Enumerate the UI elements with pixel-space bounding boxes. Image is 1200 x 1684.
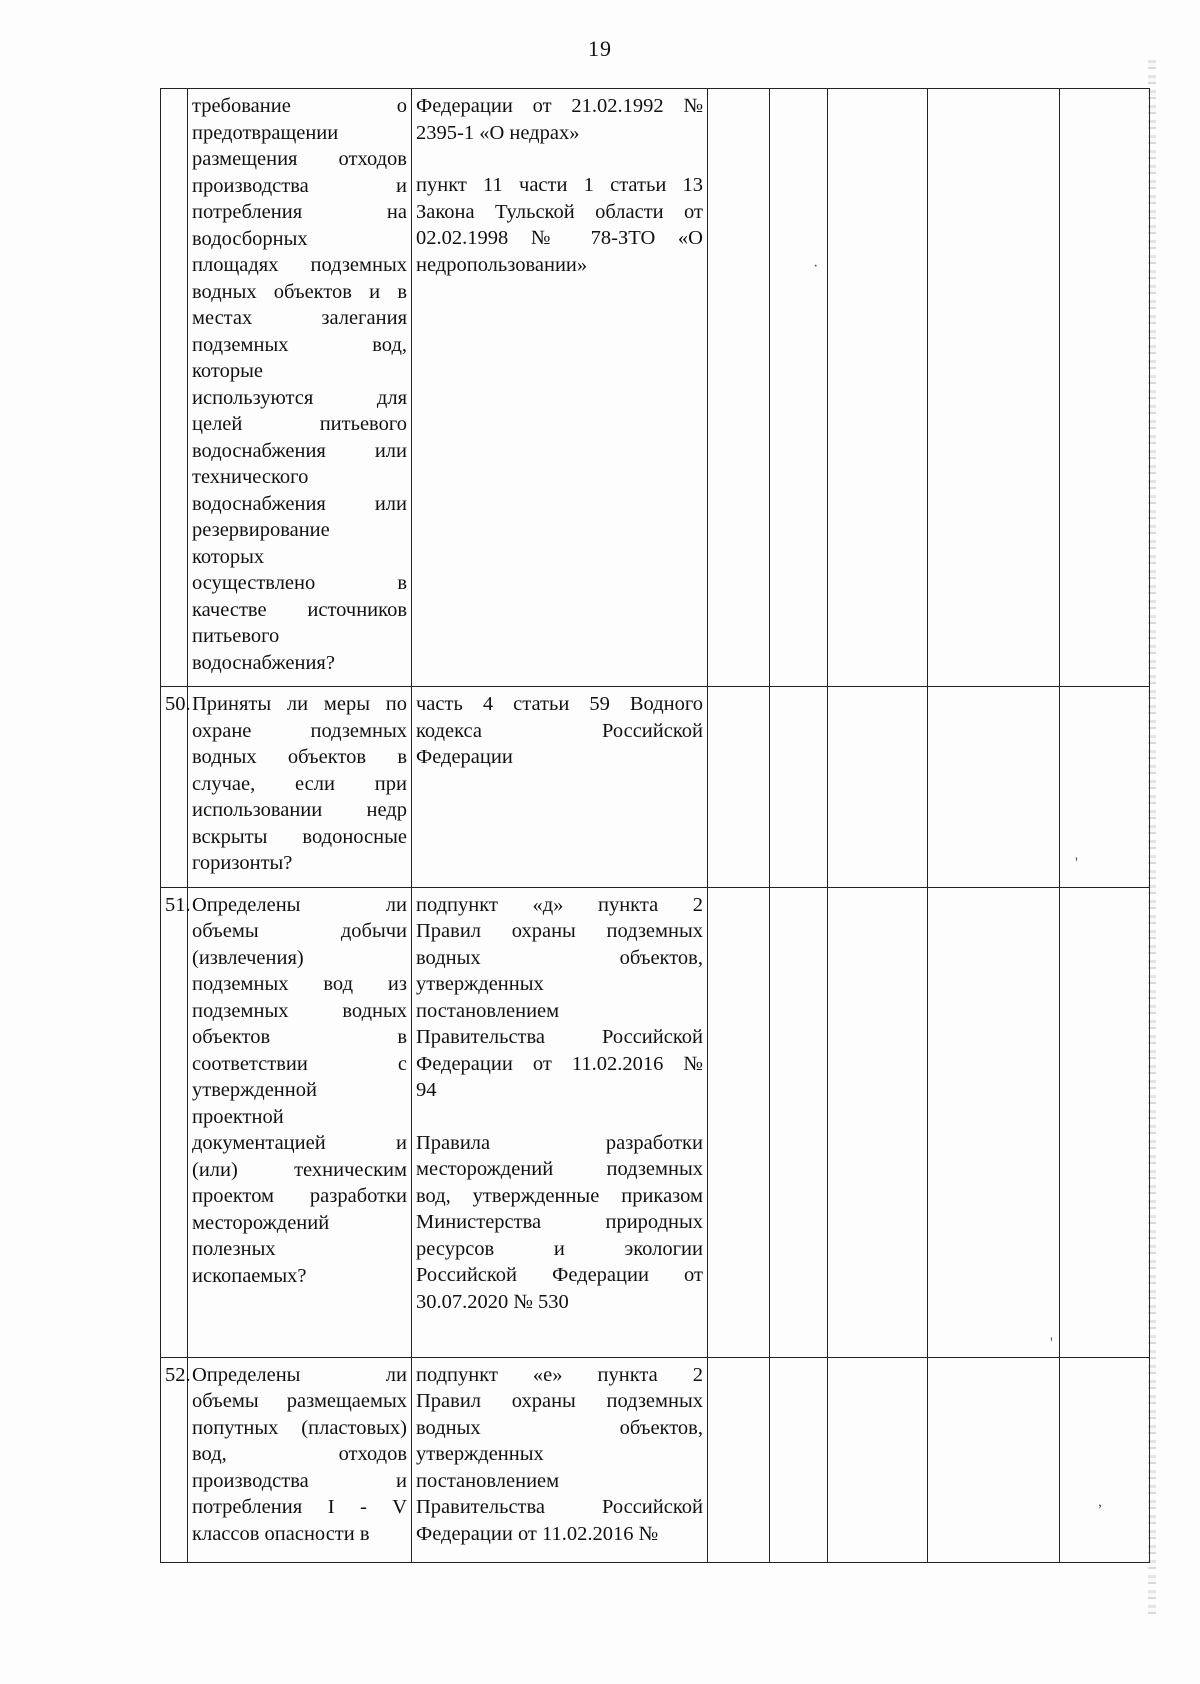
- question-line: технического: [192, 466, 309, 488]
- question-line: водных объектов в: [192, 746, 407, 768]
- reference-line: утвержденных: [416, 973, 544, 995]
- reference-line: Министерства природных: [416, 1211, 703, 1233]
- reference-line: вод, утвержденные приказом: [416, 1184, 703, 1207]
- question-line: случае, если при: [192, 772, 407, 795]
- table-row: [161, 89, 1150, 687]
- question-line: (извлечения): [192, 946, 304, 969]
- question-line: (или) техническим: [192, 1158, 407, 1181]
- question-line: питьевого: [192, 625, 280, 647]
- reference-line: часть 4 статьи 59 Водного: [416, 693, 703, 715]
- question-cell: [188, 887, 412, 1357]
- reference-line: кодекса Российской: [416, 719, 703, 742]
- paragraph-gap: [416, 146, 703, 172]
- question-line: утвержденной: [192, 1079, 317, 1101]
- question-cell: [188, 1357, 412, 1562]
- reference-line: Правительства Российской: [416, 1496, 703, 1518]
- empty-answer-cell: [1060, 1357, 1150, 1562]
- table-row: [161, 1357, 1150, 1562]
- table-row: [161, 887, 1150, 1357]
- scan-speck: ·: [813, 258, 819, 275]
- empty-answer-cell: [708, 687, 770, 888]
- question-line: местах залегания: [192, 307, 407, 329]
- reference-line: подпункт «е» пункта 2: [416, 1363, 703, 1386]
- reference-line: Закона Тульской области от: [416, 200, 703, 223]
- reference-line: Правил охраны подземных: [416, 1390, 703, 1412]
- question-line: месторождений: [192, 1211, 330, 1234]
- question-line: водоснабжения или: [192, 492, 407, 515]
- scan-speck: ': [1075, 855, 1078, 872]
- question-line: качестве источников: [192, 598, 407, 621]
- legal-reference-cell: [412, 1357, 708, 1562]
- empty-answer-cell: [770, 887, 828, 1357]
- question-line: которые: [192, 360, 263, 382]
- question-line: производства и: [192, 1469, 407, 1492]
- reference-line: водных объектов,: [416, 1416, 703, 1439]
- legal-reference-cell: [412, 89, 708, 687]
- question-line: документацией и: [192, 1132, 407, 1154]
- reference-line: Российской Федерации от: [416, 1264, 703, 1286]
- question-line: подземных вод из: [192, 973, 407, 995]
- question-line: соответствии с: [192, 1052, 407, 1075]
- question-line: площадях подземных: [192, 254, 407, 276]
- reference-line: Федерации от 11.02.2016 №: [416, 1522, 659, 1545]
- question-line: объемы добычи: [192, 920, 407, 942]
- question-line: проектом разработки: [192, 1185, 407, 1207]
- empty-answer-cell: [770, 89, 828, 687]
- question-line: использовании недр: [192, 799, 407, 821]
- reference-line: Правила разработки: [416, 1131, 703, 1154]
- question-line: резервирование: [192, 519, 330, 541]
- legal-reference-cell: [412, 887, 708, 1357]
- reference-line: недропользовании»: [416, 253, 588, 276]
- question-line: размещения отходов: [192, 148, 407, 170]
- legal-reference-cell: [412, 687, 708, 888]
- question-line: водоснабжения?: [192, 651, 335, 674]
- question-line: попутных (пластовых): [192, 1416, 407, 1439]
- empty-answer-cell: [828, 687, 928, 888]
- page-number: 19: [588, 36, 612, 61]
- question-line: водных объектов и в: [192, 280, 407, 303]
- reference-line: ресурсов и экологии: [416, 1237, 703, 1260]
- question-line: осуществлено в: [192, 572, 407, 594]
- paragraph-gap: [416, 1104, 703, 1130]
- question-cell: [188, 89, 412, 687]
- reference-line: 02.02.1998 № 78-ЗТО «О: [416, 227, 703, 249]
- question-line: производства и: [192, 174, 407, 197]
- question-line: классов опасности в: [192, 1522, 370, 1545]
- reference-line: 94: [416, 1079, 437, 1101]
- reference-line: водных объектов,: [416, 946, 703, 969]
- question-line: подземных водных: [192, 999, 407, 1022]
- question-line: вод, отходов: [192, 1443, 407, 1465]
- reference-line: 30.07.2020 № 530: [416, 1290, 569, 1313]
- question-line: Приняты ли меры по: [192, 693, 407, 715]
- question-line: водосборных: [192, 227, 308, 250]
- question-line: подземных вод,: [192, 333, 407, 356]
- reference-line: Правил охраны подземных: [416, 920, 703, 942]
- empty-answer-cell: [928, 1357, 1060, 1562]
- question-line: используются для: [192, 386, 407, 409]
- empty-answer-cell: [708, 887, 770, 1357]
- empty-answer-cell: [928, 887, 1060, 1357]
- empty-answer-cell: [1060, 687, 1150, 888]
- table-body: [161, 89, 1150, 1563]
- checklist-table: [160, 88, 1150, 1563]
- question-line: потребления I - V: [192, 1496, 407, 1518]
- row-number-cell: 52.: [161, 1357, 188, 1562]
- reference-line: Правительства Российской: [416, 1026, 703, 1048]
- row-number-cell: [161, 89, 188, 687]
- question-line: ископаемых?: [192, 1264, 307, 1287]
- question-line: Определены ли: [192, 893, 407, 916]
- reference-line: пункт 11 части 1 статьи 13: [416, 174, 703, 196]
- reference-line: постановлением: [416, 1469, 560, 1492]
- row-number-cell: 50.: [161, 687, 188, 888]
- reference-line: подпункт «д» пункта 2: [416, 893, 703, 916]
- reference-line: Федерации: [416, 746, 513, 768]
- reference-line: месторождений подземных: [416, 1158, 703, 1180]
- question-line: вскрыты водоносные: [192, 825, 407, 848]
- question-line: водоснабжения или: [192, 439, 407, 462]
- empty-answer-cell: [770, 687, 828, 888]
- empty-answer-cell: [708, 89, 770, 687]
- empty-answer-cell: [828, 887, 928, 1357]
- question-line: целей питьевого: [192, 413, 407, 435]
- empty-answer-cell: [828, 1357, 928, 1562]
- question-line: Определены ли: [192, 1363, 407, 1386]
- empty-answer-cell: [928, 687, 1060, 888]
- question-line: потребления на: [192, 201, 407, 223]
- question-line: проектной: [192, 1105, 284, 1128]
- question-line: горизонты?: [192, 852, 293, 874]
- reference-line: 2395-1 «О недрах»: [416, 121, 580, 144]
- empty-answer-cell: [770, 1357, 828, 1562]
- question-line: объектов в: [192, 1026, 407, 1048]
- row-number-cell: 51.: [161, 887, 188, 1357]
- empty-answer-cell: [1060, 89, 1150, 687]
- scan-speck: ': [1050, 1335, 1053, 1352]
- empty-answer-cell: [928, 89, 1060, 687]
- question-line: предотвращении: [192, 121, 339, 144]
- reference-line: Федерации от 11.02.2016 №: [416, 1052, 703, 1075]
- question-line: объемы размещаемых: [192, 1390, 407, 1412]
- empty-answer-cell: [828, 89, 928, 687]
- scan-speck: ,: [1098, 1493, 1102, 1510]
- question-cell: [188, 687, 412, 888]
- question-line: требование о: [192, 95, 407, 117]
- reference-line: утвержденных: [416, 1443, 544, 1465]
- question-line: которых: [192, 545, 265, 568]
- question-line: полезных: [192, 1238, 276, 1260]
- reference-line: Федерации от 21.02.1992 №: [416, 95, 703, 117]
- reference-line: постановлением: [416, 999, 560, 1022]
- table-row: [161, 687, 1150, 888]
- empty-answer-cell: [1060, 887, 1150, 1357]
- question-line: охране подземных: [192, 719, 407, 742]
- empty-answer-cell: [708, 1357, 770, 1562]
